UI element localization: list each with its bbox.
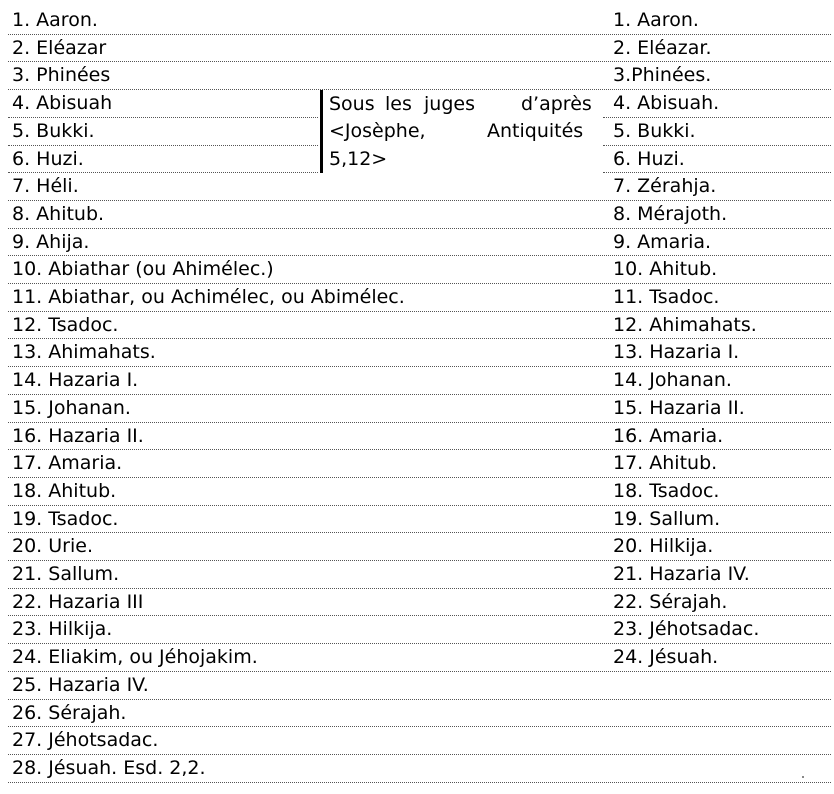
right-list-item: 18. Tsadoc. (613, 479, 720, 502)
right-list-item: 19. Sallum. (613, 507, 721, 530)
left-list-item: 27. Jéhotsadac. (12, 729, 159, 752)
row-divider (8, 145, 318, 146)
row-divider (8, 89, 831, 90)
right-list-item: 9. Amaria. (613, 230, 712, 253)
note-word: d’après (521, 93, 592, 115)
row-divider (8, 477, 831, 478)
row-divider (8, 615, 831, 616)
row-divider (8, 228, 831, 229)
row-divider (8, 311, 831, 312)
row-divider (8, 422, 831, 423)
right-list-item: 14. Johanan. (613, 369, 732, 392)
row-divider (8, 699, 831, 700)
left-list-item: 9. Ahija. (12, 230, 90, 253)
left-list-item: 18. Ahitub. (12, 479, 117, 502)
note-text: 5,12> (329, 148, 388, 170)
row-divider (8, 61, 831, 62)
row-divider (8, 34, 831, 35)
row-divider (8, 671, 831, 672)
row-divider (8, 754, 831, 755)
row-divider (8, 505, 831, 506)
left-list-item: 14. Hazaria I. (12, 369, 139, 392)
row-divider (8, 172, 318, 173)
right-list-item: 20. Hilkija. (613, 535, 714, 558)
left-list-item: 15. Johanan. (12, 396, 131, 419)
right-list-item: 15. Hazaria II. (613, 396, 745, 419)
row-divider (8, 366, 831, 367)
row-divider (8, 782, 831, 783)
right-list-item: 4. Abisuah. (613, 92, 720, 115)
left-list-item: 13. Ahimahats. (12, 341, 156, 364)
right-list-item: 2. Eléazar. (613, 36, 712, 59)
row-divider (8, 588, 831, 589)
note-word: Sous (329, 93, 375, 115)
right-list-item: 10. Ahitub. (613, 258, 718, 281)
right-list-item: 11. Tsadoc. (613, 286, 720, 308)
left-list-item: 28. Jésuah. Esd. 2,2. (12, 756, 206, 779)
left-list-item: 10. Abiathar (ou Ahimélec.) (12, 258, 274, 281)
left-list-item: 1. Aaron. (12, 9, 98, 31)
left-list-item: 21. Sallum. (12, 563, 120, 585)
right-list-item: 8. Mérajoth. (613, 202, 728, 225)
row-divider (8, 283, 831, 284)
left-list-item: 12. Tsadoc. (12, 313, 119, 336)
row-divider (8, 255, 831, 256)
right-list-item: 7. Zérahja. (613, 175, 717, 198)
note-word: les (385, 93, 412, 115)
row-divider (603, 117, 831, 118)
left-list-item: 17. Amaria. (12, 452, 123, 475)
right-list-item: 16. Amaria. (613, 424, 724, 447)
row-divider (8, 117, 318, 118)
row-divider (8, 338, 831, 339)
right-list-item: 5. Bukki. (613, 119, 696, 142)
left-list-item: 23. Hilkija. (12, 618, 113, 641)
right-list-item: 23. Jéhotsadac. (613, 618, 760, 641)
left-list-item: 6. Huzi. (12, 147, 84, 170)
right-list-item: 24. Jésuah. (613, 646, 719, 669)
row-divider (8, 394, 831, 395)
left-list-item: 19. Tsadoc. (12, 507, 119, 530)
right-list-item: 12. Ahimahats. (613, 313, 757, 336)
stray-dot (802, 776, 804, 778)
right-list-item: 21. Hazaria IV. (613, 563, 750, 585)
left-list-item: 2. Eléazar (12, 36, 107, 59)
left-list-item: 22. Hazaria III (12, 590, 144, 613)
note-word: Antiquités (487, 120, 584, 142)
right-list-item: 1. Aaron. (613, 9, 699, 31)
right-list-item: 6. Huzi. (613, 147, 685, 170)
row-divider (8, 532, 831, 533)
right-list-item: 3.Phinées. (613, 64, 712, 87)
row-divider (8, 560, 831, 561)
left-list-item: 4. Abisuah (12, 92, 113, 115)
left-list-item: 26. Sérajah. (12, 701, 127, 724)
right-list-item: 22. Sérajah. (613, 590, 728, 613)
note-divider (320, 90, 323, 173)
left-list-item: 20. Urie. (12, 535, 93, 558)
note-word: juges (424, 93, 475, 115)
row-divider (8, 643, 831, 644)
left-list-item: 7. Héli. (12, 175, 79, 198)
row-divider (8, 726, 831, 727)
left-list-item: 25. Hazaria IV. (12, 673, 149, 696)
left-list-item: 8. Ahitub. (12, 202, 105, 225)
row-divider (603, 145, 831, 146)
left-list-item: 11. Abiathar, ou Achimélec, ou Abimélec. (12, 286, 405, 308)
left-list-item: 5. Bukki. (12, 119, 95, 142)
left-list-item: 3. Phinées (12, 64, 111, 87)
left-list-item: 16. Hazaria II. (12, 424, 144, 447)
left-list-item: 24. Eliakim, ou Jéhojakim. (12, 646, 258, 669)
row-divider (8, 449, 831, 450)
right-list-item: 13. Hazaria I. (613, 341, 740, 364)
note-word: <Josèphe, (329, 120, 426, 142)
right-list-item: 17. Ahitub. (613, 452, 718, 475)
row-divider (603, 172, 831, 173)
row-divider (8, 200, 831, 201)
